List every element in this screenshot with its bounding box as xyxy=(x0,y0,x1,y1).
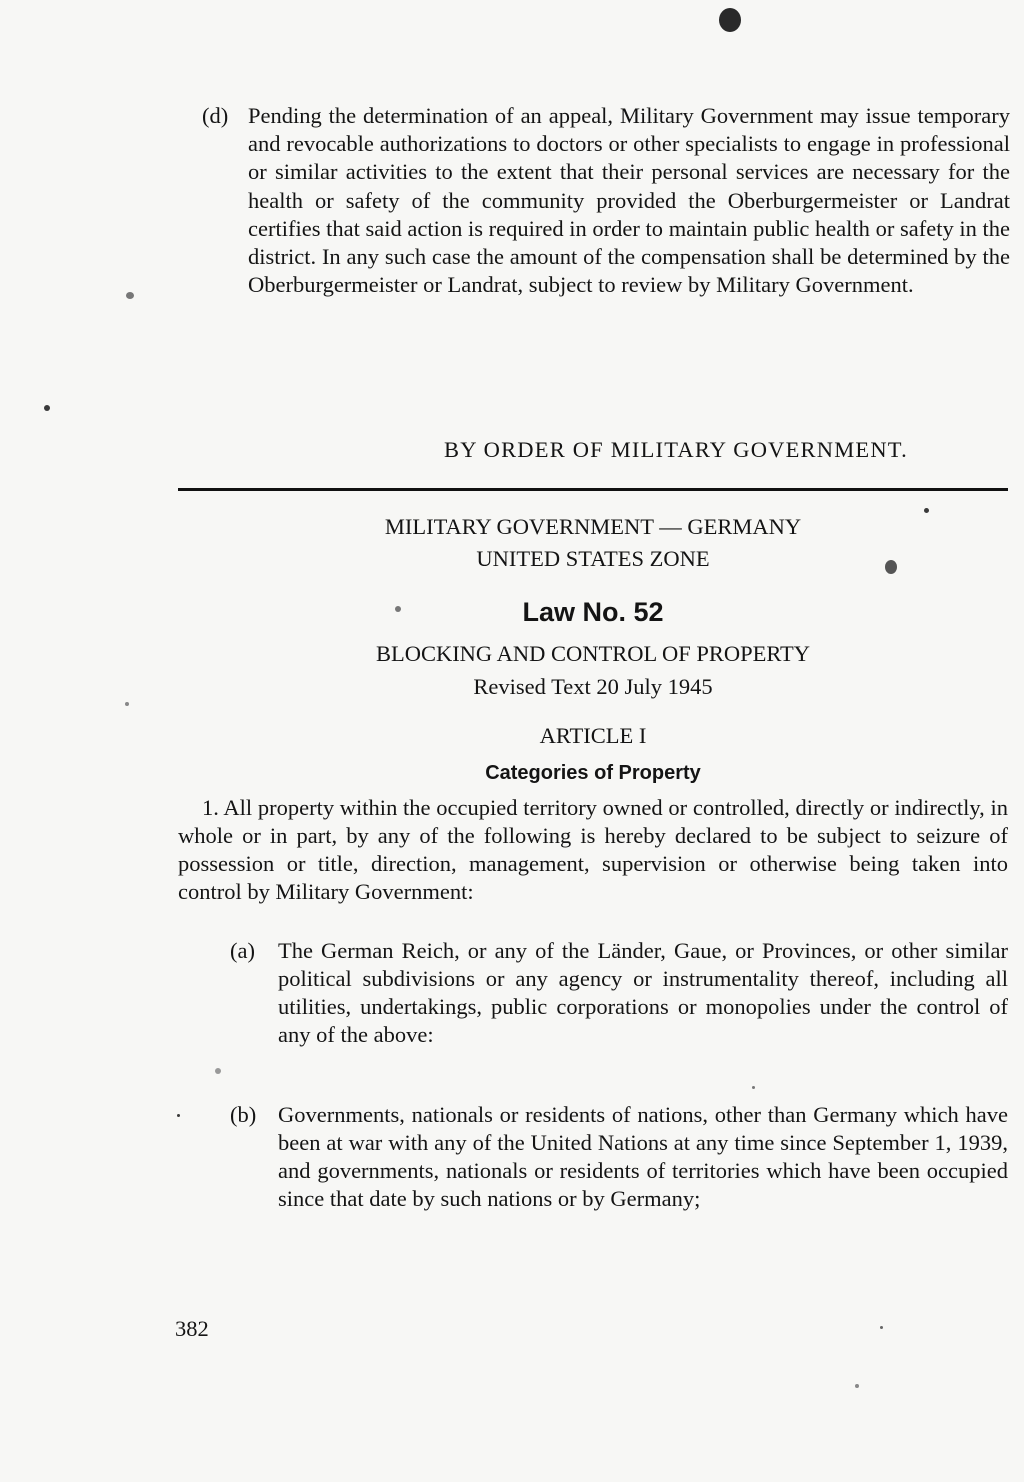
scan-speck xyxy=(125,702,129,706)
item-text: The German Reich, or any of the Länder, Gaue, or Provinces, or other similar political subdivisions or any agency or instrumentality thereof, including all utilities, undertakings, public corporations or monopolies under the control of any of the above: xyxy=(278,938,1008,1047)
scan-speck xyxy=(215,1068,221,1074)
paragraph-1 xyxy=(178,794,1008,906)
list-item xyxy=(230,1101,1008,1213)
paragraph-d xyxy=(202,102,1010,299)
scan-speck xyxy=(126,292,134,299)
scan-speck xyxy=(44,405,50,411)
item-label: (a) xyxy=(230,938,255,963)
law-subtitle: BLOCKING AND CONTROL OF PROPERTY xyxy=(375,641,811,666)
scan-speck xyxy=(752,1086,755,1089)
scan-speck xyxy=(855,1384,859,1388)
paragraph-d-text: Pending the determination of an appeal, Military Government may issue temporary and revocable authorizations to doctors or other specialists to engage in professional or similar activities to the extent that their personal services are necessary for the health or safety of the community provided the Oberburgermeister or Landrat certifies that said action is required in order to maintain public health or safety in the district. In any such case the amount of the compensation shall be determined by the Oberburgermeister or Landrat, subject to review by Military Government. xyxy=(248,103,1010,298)
scan-speck xyxy=(719,8,741,32)
section-divider xyxy=(178,488,1008,491)
header-line-1: MILITARY GOVERNMENT — GERMANY xyxy=(384,514,802,539)
item-label: (b) xyxy=(230,1102,257,1127)
law-revision: Revised Text 20 July 1945 xyxy=(473,674,713,699)
item-text: Governments, nationals or residents of nations, other than Germany which have been at war with any of the United Nations at any time since September 1, 1939, and governments, nationals or residents of territories which have been occupied since that date by such nations or by Germany; xyxy=(278,1102,1008,1211)
list-item xyxy=(230,937,1008,1049)
article-title: Categories of Property xyxy=(485,762,701,784)
scan-speck xyxy=(924,508,929,513)
article-heading: ARTICLE I xyxy=(539,723,647,748)
scan-speck xyxy=(177,1114,180,1117)
page-number: 382 xyxy=(175,1316,209,1341)
law-title: Law No. 52 xyxy=(522,597,664,627)
order-line: BY ORDER OF MILITARY GOVERNMENT. xyxy=(444,437,908,462)
paragraph-d-label: (d) xyxy=(202,103,229,128)
paragraph-1-text: 1. All property within the occupied territory owned or controlled, directly or indirectly, in whole or in part, by any of the following is hereby declared to be subject to seizure of possession or title, direction, management, supervision or otherwise being taken into control by Military Government: xyxy=(178,795,1008,904)
scan-speck xyxy=(880,1326,883,1329)
header-line-2: UNITED STATES ZONE xyxy=(476,546,710,571)
